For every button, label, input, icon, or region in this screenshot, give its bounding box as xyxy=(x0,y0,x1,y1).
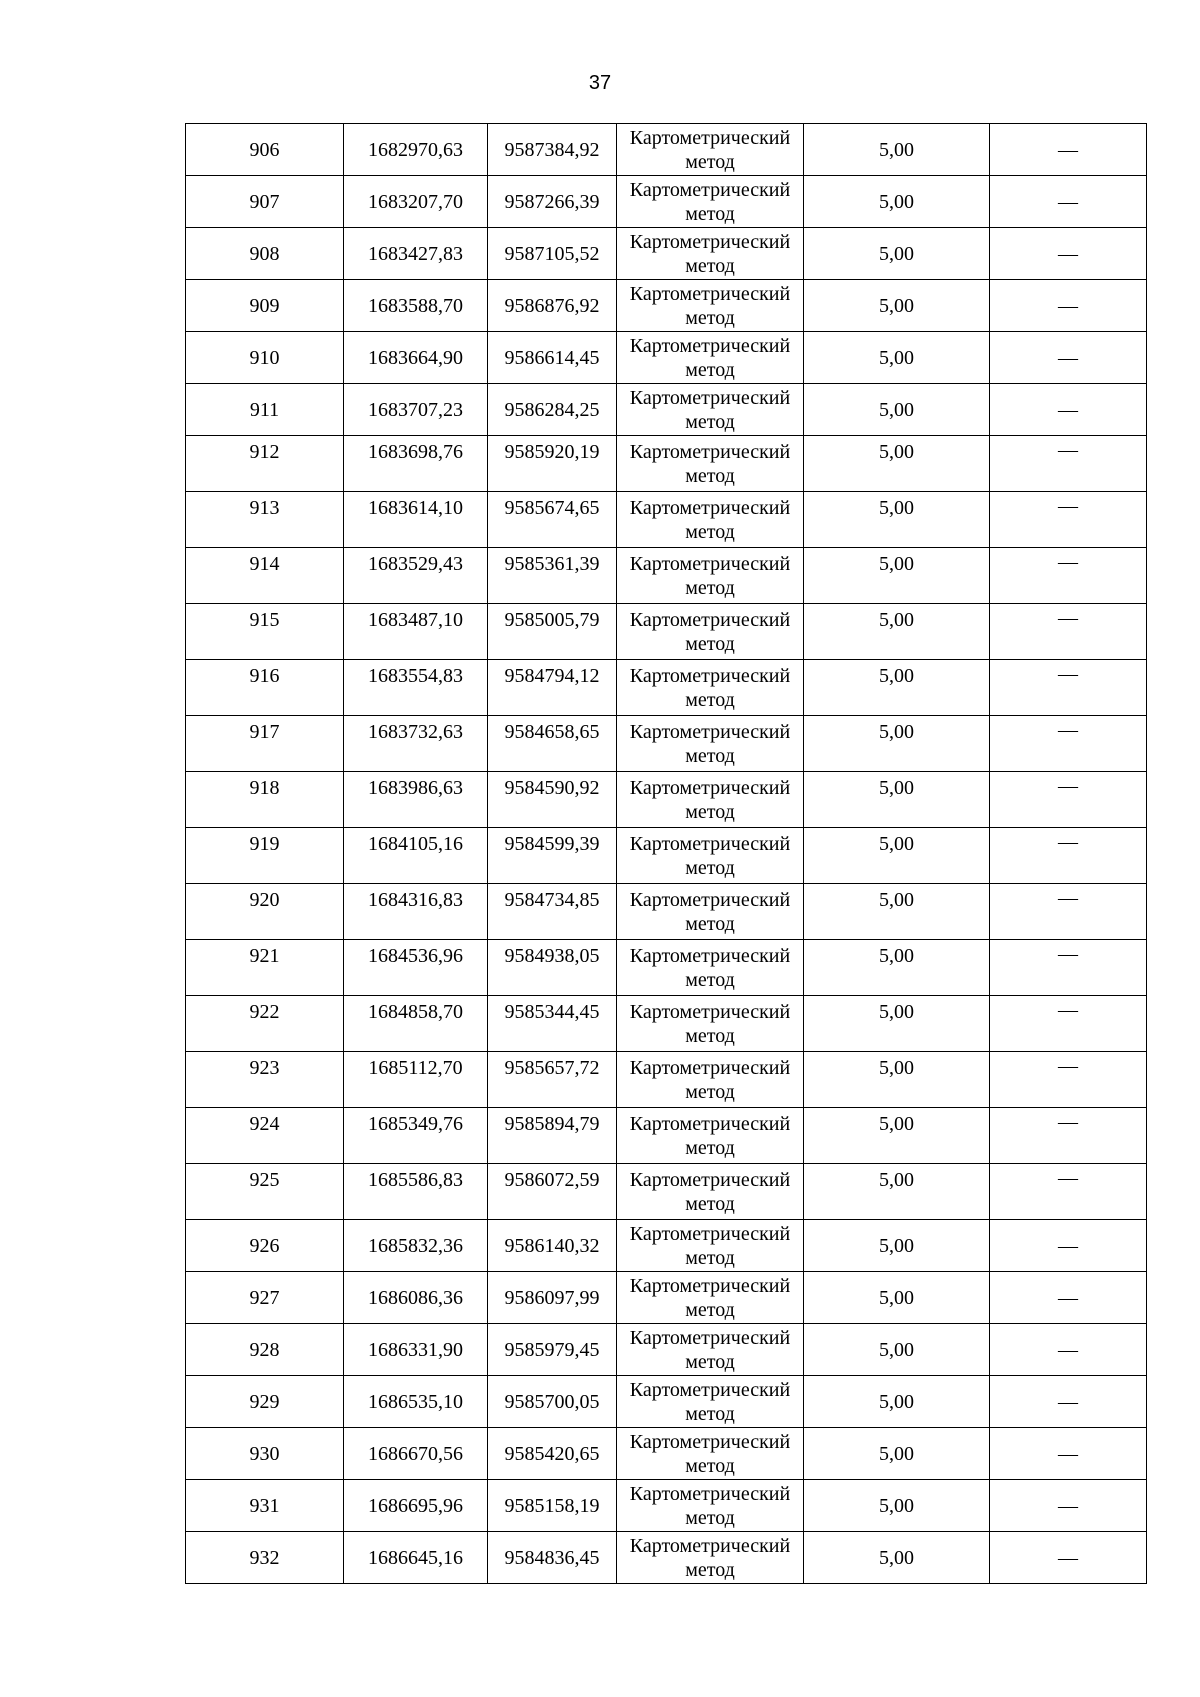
y-coordinate-cell: 9585344,45 xyxy=(488,996,617,1052)
method-cell xyxy=(617,332,804,384)
point-number-cell: 913 xyxy=(186,492,344,548)
y-coordinate-cell: 9584734,85 xyxy=(488,884,617,940)
note-cell: — xyxy=(990,332,1147,384)
method-cell xyxy=(617,660,804,716)
method-text-line2: метод xyxy=(685,576,735,599)
note-cell: — xyxy=(990,1376,1147,1428)
accuracy-cell: 5,00 xyxy=(804,176,990,228)
coordinates-table-body xyxy=(186,124,1147,1584)
y-coordinate-cell: 9584836,45 xyxy=(488,1532,617,1584)
point-number-cell: 916 xyxy=(186,660,344,716)
note-cell: — xyxy=(990,1052,1147,1108)
y-coordinate-cell: 9584590,92 xyxy=(488,772,617,828)
x-coordinate-cell: 1686645,16 xyxy=(344,1532,488,1584)
point-number-cell: 929 xyxy=(186,1376,344,1428)
accuracy-cell: 5,00 xyxy=(804,996,990,1052)
method-text-line2: метод xyxy=(685,1024,735,1047)
method-cell xyxy=(617,436,804,492)
method-text-line1: Картометрический xyxy=(629,776,791,799)
y-coordinate-cell: 9585361,39 xyxy=(488,548,617,604)
method-text-line2: метод xyxy=(685,744,735,767)
method-text-line1: Картометрический xyxy=(629,282,791,305)
accuracy-cell: 5,00 xyxy=(804,1108,990,1164)
method-cell xyxy=(617,1324,804,1376)
point-number-cell: 917 xyxy=(186,716,344,772)
note-cell: — xyxy=(990,548,1147,604)
y-coordinate-cell: 9585700,05 xyxy=(488,1376,617,1428)
accuracy-cell: 5,00 xyxy=(804,828,990,884)
note-cell: — xyxy=(990,604,1147,660)
table-row xyxy=(186,280,1147,332)
method-cell xyxy=(617,1428,804,1480)
method-cell xyxy=(617,884,804,940)
point-number-cell: 926 xyxy=(186,1220,344,1272)
method-text-line1: Картометрический xyxy=(629,1378,791,1401)
method-text-line2: метод xyxy=(685,968,735,991)
accuracy-cell: 5,00 xyxy=(804,436,990,492)
method-text-line2: метод xyxy=(685,410,735,433)
method-text-line2: метод xyxy=(685,1350,735,1373)
method-cell xyxy=(617,492,804,548)
x-coordinate-cell: 1683529,43 xyxy=(344,548,488,604)
method-cell xyxy=(617,1108,804,1164)
table-row xyxy=(186,604,1147,660)
method-cell xyxy=(617,1052,804,1108)
note-cell: — xyxy=(990,1324,1147,1376)
method-text-line1: Картометрический xyxy=(629,496,791,519)
method-text-line2: метод xyxy=(685,1402,735,1425)
note-cell: — xyxy=(990,1220,1147,1272)
y-coordinate-cell: 9584658,65 xyxy=(488,716,617,772)
method-cell xyxy=(617,716,804,772)
accuracy-cell: 5,00 xyxy=(804,492,990,548)
x-coordinate-cell: 1683427,83 xyxy=(344,228,488,280)
point-number-cell: 915 xyxy=(186,604,344,660)
table-row xyxy=(186,828,1147,884)
x-coordinate-cell: 1686331,90 xyxy=(344,1324,488,1376)
table-row xyxy=(186,436,1147,492)
method-text-line1: Картометрический xyxy=(629,944,791,967)
table-row xyxy=(186,1480,1147,1532)
table-row xyxy=(186,1376,1147,1428)
point-number-cell: 932 xyxy=(186,1532,344,1584)
point-number-cell: 928 xyxy=(186,1324,344,1376)
accuracy-cell: 5,00 xyxy=(804,1532,990,1584)
method-cell xyxy=(617,828,804,884)
point-number-cell: 911 xyxy=(186,384,344,436)
method-cell xyxy=(617,1220,804,1272)
method-text-line2: метод xyxy=(685,464,735,487)
method-text-line1: Картометрический xyxy=(629,386,791,409)
table-row xyxy=(186,996,1147,1052)
accuracy-cell: 5,00 xyxy=(804,604,990,660)
x-coordinate-cell: 1684316,83 xyxy=(344,884,488,940)
y-coordinate-cell: 9586614,45 xyxy=(488,332,617,384)
method-text-line1: Картометрический xyxy=(629,720,791,743)
y-coordinate-cell: 9586140,32 xyxy=(488,1220,617,1272)
method-text-line2: метод xyxy=(685,688,735,711)
x-coordinate-cell: 1683986,63 xyxy=(344,772,488,828)
note-cell: — xyxy=(990,1428,1147,1480)
x-coordinate-cell: 1685832,36 xyxy=(344,1220,488,1272)
table-row xyxy=(186,176,1147,228)
y-coordinate-cell: 9586284,25 xyxy=(488,384,617,436)
point-number-cell: 908 xyxy=(186,228,344,280)
method-cell xyxy=(617,1480,804,1532)
table-row xyxy=(186,716,1147,772)
x-coordinate-cell: 1683487,10 xyxy=(344,604,488,660)
x-coordinate-cell: 1684858,70 xyxy=(344,996,488,1052)
point-number-cell: 906 xyxy=(186,124,344,176)
y-coordinate-cell: 9587384,92 xyxy=(488,124,617,176)
note-cell: — xyxy=(990,660,1147,716)
page-number: 37 xyxy=(588,72,612,94)
y-coordinate-cell: 9584794,12 xyxy=(488,660,617,716)
method-cell xyxy=(617,384,804,436)
y-coordinate-cell: 9586876,92 xyxy=(488,280,617,332)
x-coordinate-cell: 1686535,10 xyxy=(344,1376,488,1428)
x-coordinate-cell: 1685112,70 xyxy=(344,1052,488,1108)
accuracy-cell: 5,00 xyxy=(804,280,990,332)
point-number-cell: 914 xyxy=(186,548,344,604)
method-text-line1: Картометрический xyxy=(629,230,791,253)
method-text-line2: метод xyxy=(685,1246,735,1269)
method-cell xyxy=(617,124,804,176)
table-row xyxy=(186,228,1147,280)
note-cell: — xyxy=(990,716,1147,772)
note-cell: — xyxy=(990,1532,1147,1584)
method-text-line1: Картометрический xyxy=(629,608,791,631)
y-coordinate-cell: 9586072,59 xyxy=(488,1164,617,1220)
method-cell xyxy=(617,228,804,280)
method-cell xyxy=(617,772,804,828)
method-cell xyxy=(617,1532,804,1584)
method-cell xyxy=(617,604,804,660)
method-text-line1: Картометрический xyxy=(629,888,791,911)
note-cell: — xyxy=(990,124,1147,176)
x-coordinate-cell: 1686670,56 xyxy=(344,1428,488,1480)
method-text-line2: метод xyxy=(685,254,735,277)
method-text-line1: Картометрический xyxy=(629,1222,791,1245)
method-text-line1: Картометрический xyxy=(629,1430,791,1453)
point-number-cell: 925 xyxy=(186,1164,344,1220)
y-coordinate-cell: 9586097,99 xyxy=(488,1272,617,1324)
x-coordinate-cell: 1684536,96 xyxy=(344,940,488,996)
point-number-cell: 918 xyxy=(186,772,344,828)
table-row xyxy=(186,124,1147,176)
x-coordinate-cell: 1683707,23 xyxy=(344,384,488,436)
method-cell xyxy=(617,1164,804,1220)
y-coordinate-cell: 9584599,39 xyxy=(488,828,617,884)
method-text-line2: метод xyxy=(685,1558,735,1581)
point-number-cell: 909 xyxy=(186,280,344,332)
method-text-line2: метод xyxy=(685,202,735,225)
method-text-line2: метод xyxy=(685,1192,735,1215)
y-coordinate-cell: 9585005,79 xyxy=(488,604,617,660)
point-number-cell: 912 xyxy=(186,436,344,492)
x-coordinate-cell: 1682970,63 xyxy=(344,124,488,176)
method-text-line2: метод xyxy=(685,632,735,655)
accuracy-cell: 5,00 xyxy=(804,332,990,384)
method-text-line2: метод xyxy=(685,856,735,879)
method-text-line2: метод xyxy=(685,800,735,823)
table-row xyxy=(186,332,1147,384)
y-coordinate-cell: 9587105,52 xyxy=(488,228,617,280)
y-coordinate-cell: 9585894,79 xyxy=(488,1108,617,1164)
note-cell: — xyxy=(990,1164,1147,1220)
y-coordinate-cell: 9584938,05 xyxy=(488,940,617,996)
note-cell: — xyxy=(990,436,1147,492)
method-text-line2: метод xyxy=(685,1298,735,1321)
x-coordinate-cell: 1683698,76 xyxy=(344,436,488,492)
x-coordinate-cell: 1686695,96 xyxy=(344,1480,488,1532)
table-row xyxy=(186,1428,1147,1480)
method-text-line1: Картометрический xyxy=(629,334,791,357)
table-row xyxy=(186,384,1147,436)
x-coordinate-cell: 1683664,90 xyxy=(344,332,488,384)
note-cell: — xyxy=(990,492,1147,548)
point-number-cell: 923 xyxy=(186,1052,344,1108)
y-coordinate-cell: 9585158,19 xyxy=(488,1480,617,1532)
table-row xyxy=(186,1532,1147,1584)
table-row xyxy=(186,660,1147,716)
accuracy-cell: 5,00 xyxy=(804,228,990,280)
x-coordinate-cell: 1685349,76 xyxy=(344,1108,488,1164)
coordinates-table xyxy=(185,123,1147,1584)
table-row xyxy=(186,1052,1147,1108)
y-coordinate-cell: 9585979,45 xyxy=(488,1324,617,1376)
note-cell: — xyxy=(990,772,1147,828)
x-coordinate-cell: 1683614,10 xyxy=(344,492,488,548)
x-coordinate-cell: 1685586,83 xyxy=(344,1164,488,1220)
method-text-line1: Картометрический xyxy=(629,1112,791,1135)
method-cell xyxy=(617,548,804,604)
note-cell: — xyxy=(990,1480,1147,1532)
note-cell: — xyxy=(990,384,1147,436)
table-row xyxy=(186,1220,1147,1272)
method-cell xyxy=(617,996,804,1052)
accuracy-cell: 5,00 xyxy=(804,1272,990,1324)
method-text-line2: метод xyxy=(685,306,735,329)
accuracy-cell: 5,00 xyxy=(804,1324,990,1376)
accuracy-cell: 5,00 xyxy=(804,124,990,176)
method-text-line2: метод xyxy=(685,1080,735,1103)
method-text-line2: метод xyxy=(685,150,735,173)
x-coordinate-cell: 1684105,16 xyxy=(344,828,488,884)
table-row xyxy=(186,884,1147,940)
accuracy-cell: 5,00 xyxy=(804,1164,990,1220)
x-coordinate-cell: 1683588,70 xyxy=(344,280,488,332)
method-text-line1: Картометрический xyxy=(629,126,791,149)
point-number-cell: 924 xyxy=(186,1108,344,1164)
table-row xyxy=(186,548,1147,604)
table-row xyxy=(186,1272,1147,1324)
y-coordinate-cell: 9585420,65 xyxy=(488,1428,617,1480)
note-cell: — xyxy=(990,176,1147,228)
point-number-cell: 910 xyxy=(186,332,344,384)
x-coordinate-cell: 1686086,36 xyxy=(344,1272,488,1324)
method-cell xyxy=(617,280,804,332)
point-number-cell: 921 xyxy=(186,940,344,996)
method-text-line1: Картометрический xyxy=(629,1274,791,1297)
note-cell: — xyxy=(990,884,1147,940)
note-cell: — xyxy=(990,1272,1147,1324)
method-text-line1: Картометрический xyxy=(629,1482,791,1505)
accuracy-cell: 5,00 xyxy=(804,384,990,436)
note-cell: — xyxy=(990,280,1147,332)
table-row xyxy=(186,1164,1147,1220)
point-number-cell: 931 xyxy=(186,1480,344,1532)
y-coordinate-cell: 9585674,65 xyxy=(488,492,617,548)
method-text-line1: Картометрический xyxy=(629,1326,791,1349)
accuracy-cell: 5,00 xyxy=(804,716,990,772)
method-text-line2: метод xyxy=(685,1136,735,1159)
note-cell: — xyxy=(990,228,1147,280)
accuracy-cell: 5,00 xyxy=(804,1428,990,1480)
x-coordinate-cell: 1683554,83 xyxy=(344,660,488,716)
point-number-cell: 930 xyxy=(186,1428,344,1480)
point-number-cell: 920 xyxy=(186,884,344,940)
method-text-line1: Картометрический xyxy=(629,178,791,201)
table-row xyxy=(186,1108,1147,1164)
table-row xyxy=(186,940,1147,996)
accuracy-cell: 5,00 xyxy=(804,660,990,716)
accuracy-cell: 5,00 xyxy=(804,884,990,940)
note-cell: — xyxy=(990,940,1147,996)
method-cell xyxy=(617,176,804,228)
x-coordinate-cell: 1683207,70 xyxy=(344,176,488,228)
method-text-line2: метод xyxy=(685,520,735,543)
y-coordinate-cell: 9587266,39 xyxy=(488,176,617,228)
method-text-line1: Картометрический xyxy=(629,1056,791,1079)
accuracy-cell: 5,00 xyxy=(804,1052,990,1108)
accuracy-cell: 5,00 xyxy=(804,940,990,996)
accuracy-cell: 5,00 xyxy=(804,772,990,828)
note-cell: — xyxy=(990,996,1147,1052)
y-coordinate-cell: 9585657,72 xyxy=(488,1052,617,1108)
method-text-line1: Картометрический xyxy=(629,440,791,463)
method-text-line1: Картометрический xyxy=(629,664,791,687)
note-cell: — xyxy=(990,1108,1147,1164)
point-number-cell: 919 xyxy=(186,828,344,884)
method-text-line1: Картометрический xyxy=(629,832,791,855)
method-text-line2: метод xyxy=(685,912,735,935)
table-row xyxy=(186,772,1147,828)
method-text-line1: Картометрический xyxy=(629,552,791,575)
point-number-cell: 927 xyxy=(186,1272,344,1324)
y-coordinate-cell: 9585920,19 xyxy=(488,436,617,492)
point-number-cell: 907 xyxy=(186,176,344,228)
accuracy-cell: 5,00 xyxy=(804,1220,990,1272)
method-text-line2: метод xyxy=(685,1506,735,1529)
method-text-line2: метод xyxy=(685,358,735,381)
method-text-line2: метод xyxy=(685,1454,735,1477)
accuracy-cell: 5,00 xyxy=(804,1480,990,1532)
method-cell xyxy=(617,940,804,996)
method-cell xyxy=(617,1272,804,1324)
method-text-line1: Картометрический xyxy=(629,1168,791,1191)
table-row xyxy=(186,492,1147,548)
accuracy-cell: 5,00 xyxy=(804,548,990,604)
accuracy-cell: 5,00 xyxy=(804,1376,990,1428)
point-number-cell: 922 xyxy=(186,996,344,1052)
method-text-line1: Картометрический xyxy=(629,1534,791,1557)
table-row xyxy=(186,1324,1147,1376)
method-cell xyxy=(617,1376,804,1428)
note-cell: — xyxy=(990,828,1147,884)
method-text-line1: Картометрический xyxy=(629,1000,791,1023)
x-coordinate-cell: 1683732,63 xyxy=(344,716,488,772)
